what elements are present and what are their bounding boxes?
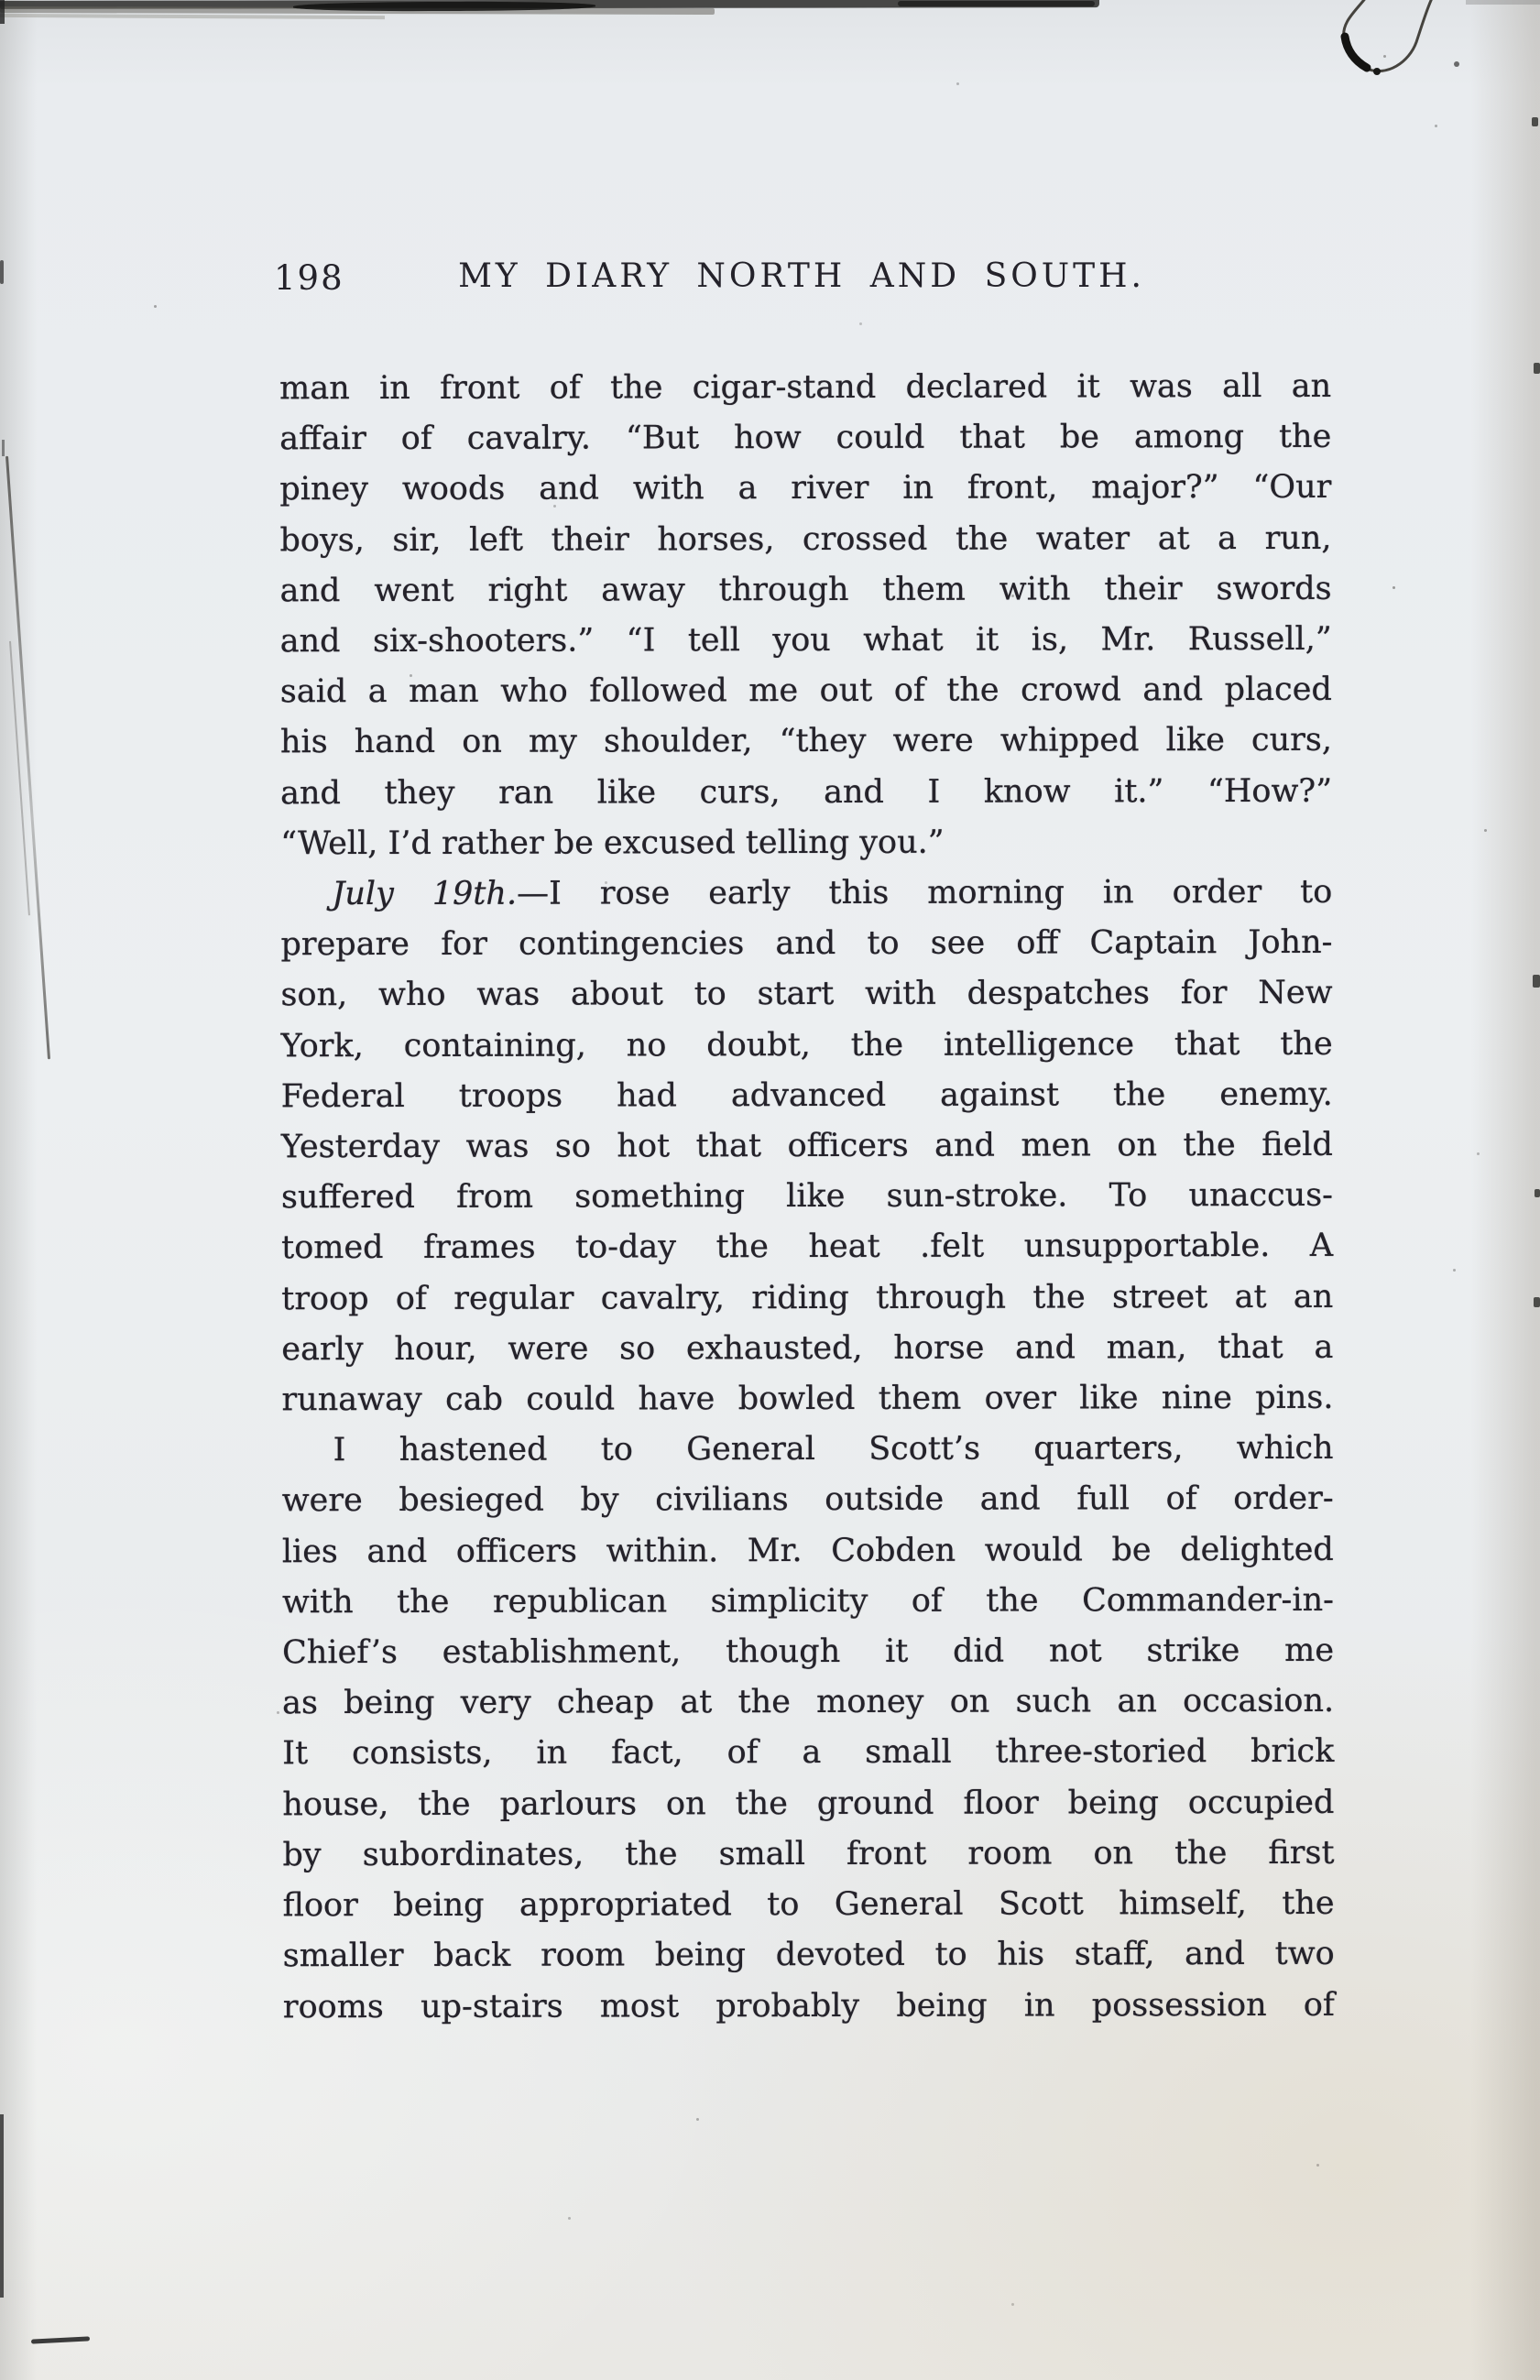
scan-top-edge-artifact: [1466, 0, 1540, 5]
text-line: lies and officers within. Mr. Cobden would be delighted: [281, 1531, 1334, 1570]
running-title: MY DIARY NORTH AND SOUTH.: [458, 257, 1145, 295]
scan-left-edge-artifact: [2, 440, 5, 456]
body-text: [279, 362, 1335, 2033]
text-line: and went right away through them with their swords: [279, 570, 1332, 610]
text-line: I hastened to General Scott’s quarters, which: [333, 1430, 1334, 1469]
text-line: said a man who followed me out of the crowd and placed: [279, 671, 1332, 711]
scan-right-edge-speck: [1534, 1297, 1540, 1307]
text-line: troop of regular cavalry, riding through the street at an: [281, 1278, 1334, 1317]
text-line: July 19th.—I rose early this morning in order to: [332, 873, 1333, 913]
text-line: were besieged by civilians outside and full of order-: [281, 1480, 1334, 1520]
text-line: “Well, I’d rather be excused telling you.”: [280, 824, 945, 863]
scan-scratch-artifact: [5, 456, 50, 1060]
scan-left-edge-artifact: [0, 260, 4, 284]
text-line: early hour, were so exhausted, horse and man, that a: [281, 1328, 1334, 1369]
page-number: 198: [274, 258, 344, 298]
text-line: floor being appropriated to General Scott himself, the: [282, 1884, 1335, 1925]
text-line: piney woods and with a river in front, major?” “Our: [279, 469, 1332, 508]
text-line: son, who was about to start with despatches for New: [280, 975, 1333, 1014]
scan-left-edge-artifact: [0, 2114, 4, 2298]
text-line: It consists, in fact, of a small three-storied brick: [282, 1733, 1335, 1773]
scan-scratch-artifact: [9, 641, 30, 915]
text-line: with the republican simplicity of the Commander-in-: [281, 1581, 1334, 1621]
paper-specks: [0, 0, 3, 3]
text-line: as being very cheap at the money on such an occasion.: [282, 1683, 1335, 1722]
text-line: affair of cavalry. “But how could that be among the: [279, 419, 1332, 458]
text-line: Federal troops had advanced against the enemy.: [280, 1075, 1333, 1116]
scan-left-edge-artifact: [0, 0, 5, 24]
scan-top-edge-artifact: [0, 14, 385, 19]
text-line: man in front of the cigar-stand declared it was all an: [279, 367, 1332, 408]
scan-top-edge-artifact: [898, 1, 1095, 6]
text-line: by subordinates, the small front room on the first: [282, 1834, 1335, 1874]
text-line: York, containing, no doubt, the intelligence that the: [280, 1025, 1333, 1064]
text-line: and they ran like curs, and I know it.” “How?”: [280, 772, 1333, 812]
text-line: suffered from something like sun-stroke. To unaccus-: [280, 1177, 1334, 1217]
text-line: house, the parlours on the ground floor being occupied: [282, 1784, 1335, 1823]
text-line: prepare for contingencies and to see off Captain John-: [280, 924, 1333, 964]
text-line: Yesterday was so hot that officers and men on the field: [280, 1126, 1333, 1166]
scan-left-edge-artifact: [31, 2336, 90, 2343]
scan-right-edge-speck: [1534, 363, 1540, 374]
text-line: Chief’s establishment, though it did not strike me: [281, 1632, 1335, 1672]
running-header: [274, 257, 1333, 305]
text-line: smaller back room being devoted to his staff, and two: [282, 1936, 1335, 1975]
text-line: and six-shooters.” “I tell you what it is, Mr. Russell,”: [279, 620, 1332, 661]
scan-right-edge-speck: [1532, 117, 1538, 126]
text-line: rooms up-stairs most probably being in possession of: [282, 1986, 1335, 2025]
scan-right-edge-speck: [1535, 1189, 1540, 1197]
page-curl-artifact: [1319, 0, 1475, 106]
text-line: tomed frames to-day the heat .felt unsupportable. A: [281, 1228, 1334, 1267]
text-line: runaway cab could have bowled them over like nine pins.: [281, 1379, 1334, 1419]
text-line: boys, sir, left their horses, crossed the water at a run,: [279, 519, 1332, 559]
text-line: his hand on my shoulder, “they were whipped like curs,: [279, 722, 1332, 761]
scan-right-edge-speck: [1533, 975, 1540, 988]
